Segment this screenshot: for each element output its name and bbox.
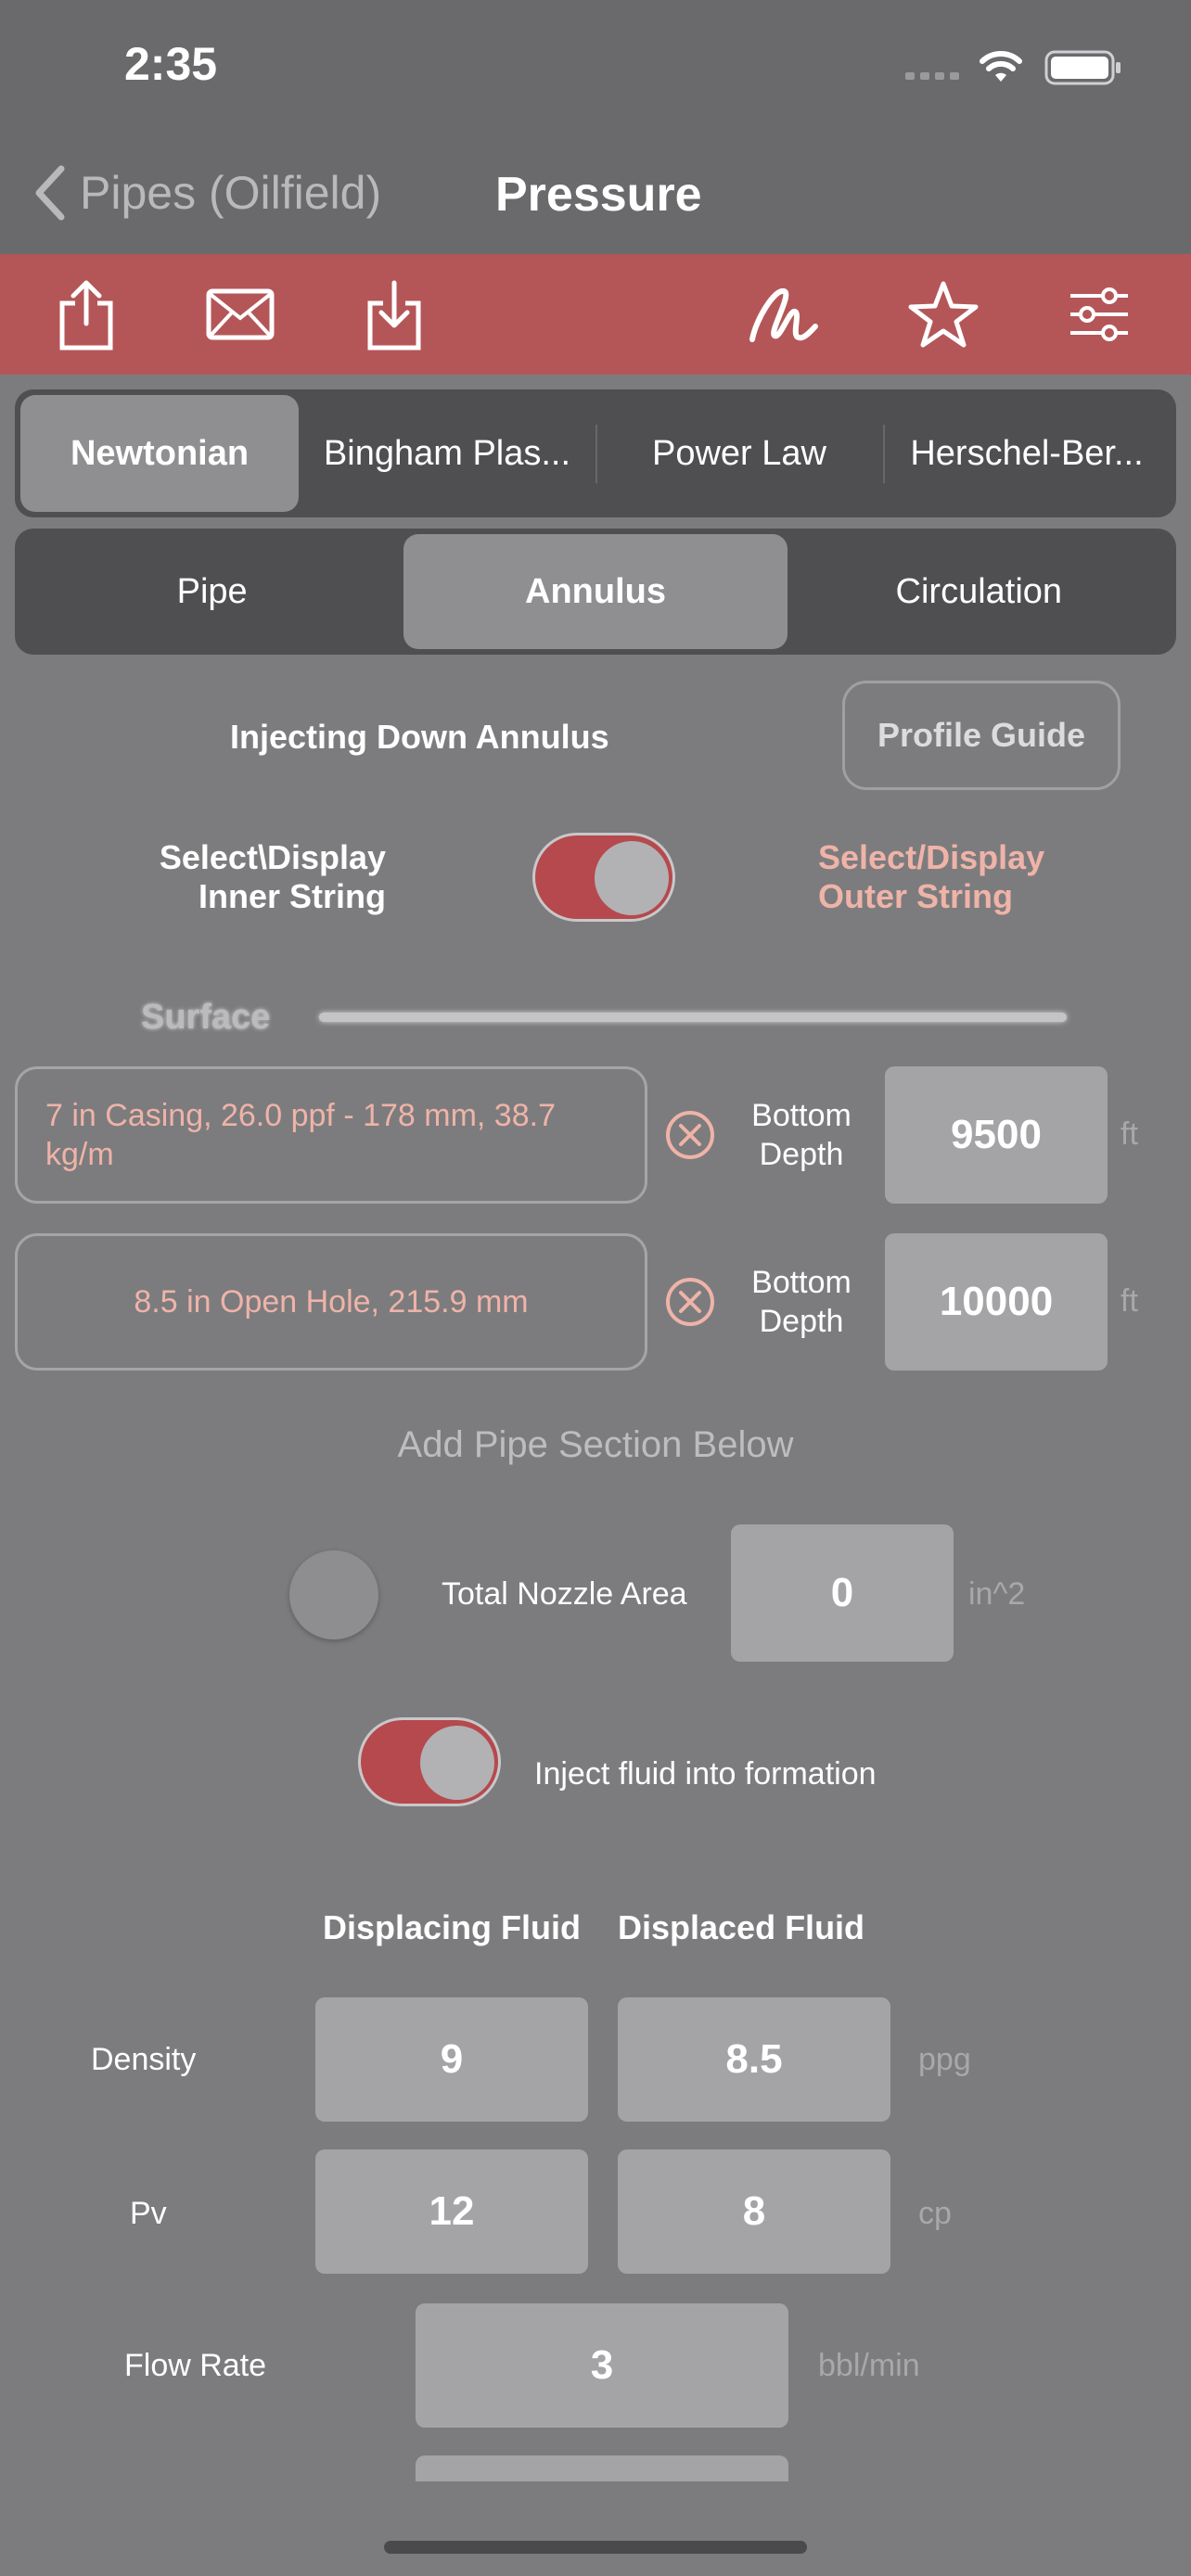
displacing-density-input[interactable]: 9 bbox=[315, 1997, 588, 2122]
tab-bingham-plastic[interactable]: Bingham Plas... bbox=[323, 433, 571, 473]
download-icon[interactable] bbox=[352, 273, 436, 356]
mail-icon[interactable] bbox=[198, 273, 282, 356]
profile-guide-button[interactable]: Profile Guide bbox=[842, 681, 1121, 790]
nozzle-area-label: Total Nozzle Area bbox=[442, 1576, 687, 1612]
settings-sliders-icon[interactable] bbox=[1057, 273, 1141, 356]
surface-label: Surface bbox=[141, 998, 271, 1037]
cellular-signal-icon bbox=[905, 72, 959, 80]
tab-circulation[interactable]: Circulation bbox=[895, 571, 1063, 611]
displaced-fluid-header: Displaced Fluid bbox=[618, 1908, 865, 1946]
battery-icon bbox=[1044, 50, 1122, 90]
page-title: Pressure bbox=[495, 168, 702, 222]
tab-pipe[interactable]: Pipe bbox=[176, 571, 248, 611]
toolbar bbox=[0, 254, 1191, 375]
add-pipe-section-button[interactable]: Add Pipe Section Below bbox=[397, 1424, 794, 1465]
back-label: Pipes (Oilfield) bbox=[80, 167, 382, 219]
bottom-depth-input[interactable]: 9500 bbox=[885, 1066, 1108, 1204]
tab-herschel-bulkley[interactable]: Herschel-Ber... bbox=[883, 395, 1171, 512]
pipe-section-2[interactable] bbox=[15, 1233, 647, 1371]
chevron-left-icon bbox=[33, 165, 67, 221]
tab-newtonian[interactable]: Newtonian bbox=[20, 395, 299, 512]
flow-rate-label: Flow Rate bbox=[124, 2348, 267, 2383]
tab-annulus[interactable]: Annulus bbox=[403, 534, 787, 649]
signature-icon[interactable] bbox=[742, 273, 826, 356]
displaced-density-input[interactable]: 8.5 bbox=[618, 1997, 890, 2122]
pipe-section-1[interactable] bbox=[15, 1066, 647, 1204]
nozzle-area-input[interactable]: 0 bbox=[731, 1524, 954, 1662]
flow-rate-input[interactable]: 3 bbox=[416, 2303, 788, 2428]
remove-pipe-icon[interactable] bbox=[664, 1109, 716, 1166]
next-input-clipped[interactable] bbox=[416, 2455, 788, 2481]
pv-label: Pv bbox=[130, 2196, 167, 2231]
surface-line bbox=[319, 1013, 1067, 1022]
depth-unit: ft bbox=[1121, 1116, 1138, 1152]
displaced-pv-input[interactable]: 8 bbox=[618, 2149, 890, 2274]
flow-path-segmented bbox=[15, 529, 1176, 655]
nozzle-toggle[interactable] bbox=[289, 1550, 378, 1639]
star-icon[interactable] bbox=[902, 273, 985, 356]
fluid-model-segmented bbox=[15, 389, 1176, 517]
bottom-depth-label: Bottom Depth bbox=[751, 1098, 852, 1172]
toggle-knob bbox=[595, 841, 669, 915]
home-indicator[interactable] bbox=[384, 2541, 807, 2554]
inject-formation-toggle[interactable] bbox=[358, 1717, 501, 1806]
wifi-icon bbox=[978, 48, 1024, 90]
toggle-knob bbox=[420, 1726, 494, 1800]
remove-pipe-icon[interactable] bbox=[664, 1276, 716, 1333]
flow-rate-unit: bbl/min bbox=[818, 2348, 920, 2383]
share-icon[interactable] bbox=[45, 273, 128, 356]
pv-unit: cp bbox=[918, 2196, 952, 2231]
status-time: 2:35 bbox=[124, 38, 218, 90]
nozzle-unit: in^2 bbox=[968, 1576, 1026, 1612]
string-select-toggle[interactable] bbox=[532, 833, 675, 922]
inner-string-label: Select\Display Inner String bbox=[159, 838, 386, 915]
density-label: Density bbox=[91, 2042, 197, 2077]
pipe-description: 8.5 in Open Hole, 215.9 mm bbox=[134, 1283, 529, 1320]
displacing-fluid-header: Displacing Fluid bbox=[323, 1908, 582, 1946]
depth-unit: ft bbox=[1121, 1283, 1138, 1319]
displacing-pv-input[interactable]: 12 bbox=[315, 2149, 588, 2274]
back-button[interactable] bbox=[33, 165, 381, 221]
tab-power-law[interactable]: Power Law bbox=[596, 395, 883, 512]
bottom-depth-input[interactable]: 10000 bbox=[885, 1233, 1108, 1371]
outer-string-label: Select/Display Outer String bbox=[818, 838, 1045, 915]
injecting-label: Injecting Down Annulus bbox=[230, 718, 609, 756]
inject-formation-label: Inject fluid into formation bbox=[534, 1756, 877, 1792]
bottom-depth-label: Bottom Depth bbox=[751, 1265, 852, 1339]
pipe-description: 7 in Casing, 26.0 ppf - 178 mm, 38.7 kg/m bbox=[45, 1098, 556, 1172]
density-unit: ppg bbox=[918, 2042, 971, 2077]
